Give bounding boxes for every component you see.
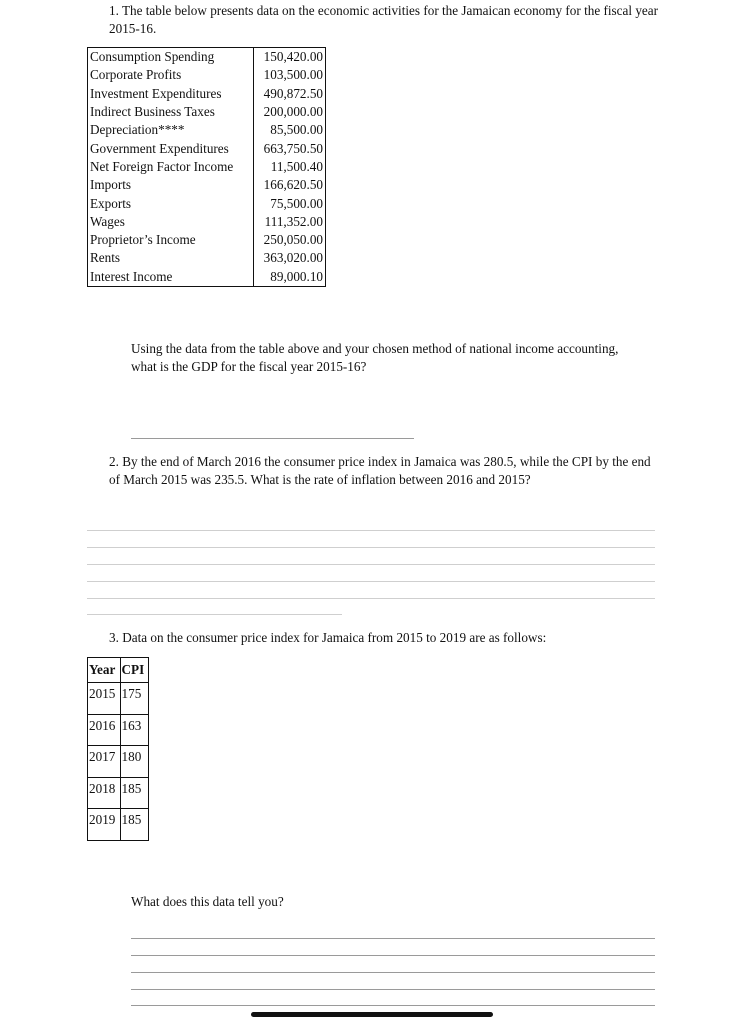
year-cell: 2018 bbox=[88, 777, 121, 809]
table-row bbox=[88, 103, 326, 121]
year-cell: 2016 bbox=[88, 714, 121, 746]
q3-text: Data on the consumer price index for Jamaica from 2015 to 2019 are as follows: bbox=[122, 630, 547, 645]
row-label: Wages bbox=[88, 213, 254, 231]
cpi-cell: 163 bbox=[120, 714, 148, 746]
table-row bbox=[88, 249, 326, 267]
column-header-cpi: CPI bbox=[120, 658, 148, 683]
q2-answer-line[interactable] bbox=[87, 598, 655, 599]
table-row bbox=[88, 176, 326, 194]
q3-answer-line[interactable] bbox=[131, 1005, 655, 1006]
row-label: Net Foreign Factor Income bbox=[88, 158, 254, 176]
q3-answer-line[interactable] bbox=[131, 989, 655, 990]
row-value: 250,050.00 bbox=[263, 232, 323, 248]
cpi-table bbox=[87, 657, 149, 841]
row-value: 11,500.40 bbox=[270, 158, 323, 174]
row-label: Rents bbox=[88, 249, 254, 267]
row-value: 490,872.50 bbox=[263, 85, 323, 101]
table-row bbox=[88, 66, 326, 84]
table-row bbox=[88, 809, 149, 841]
year-cell: 2017 bbox=[88, 746, 121, 778]
q3-number: 3. bbox=[109, 630, 119, 645]
q3-answer-line[interactable] bbox=[131, 972, 655, 973]
cpi-cell: 185 bbox=[120, 809, 148, 841]
table-row bbox=[88, 714, 149, 746]
table-row bbox=[88, 158, 326, 176]
table-row bbox=[88, 194, 326, 212]
table-row bbox=[88, 121, 326, 139]
row-label: Investment Expenditures bbox=[88, 85, 254, 103]
cpi-cell: 180 bbox=[120, 746, 148, 778]
q3-answer-line[interactable] bbox=[131, 955, 655, 956]
table-row bbox=[88, 48, 326, 67]
table-row bbox=[88, 777, 149, 809]
economic-activities-table bbox=[87, 47, 326, 287]
q2-answer-line[interactable] bbox=[87, 547, 655, 548]
table-row bbox=[88, 213, 326, 231]
row-value: 663,750.50 bbox=[263, 140, 323, 156]
row-value: 85,500.00 bbox=[270, 122, 323, 138]
q1-question: Using the data from the table above and your chosen method of national income accounting, what is the GDP for the fiscal year 2015-16? bbox=[131, 341, 619, 374]
q2-answer-line[interactable] bbox=[87, 564, 655, 565]
table-row bbox=[88, 231, 326, 249]
row-value: 111,352.00 bbox=[264, 213, 323, 229]
q1-number: 1. bbox=[109, 3, 119, 18]
table-row bbox=[88, 746, 149, 778]
row-label: Exports bbox=[88, 194, 254, 212]
q3-answer-line[interactable] bbox=[131, 938, 655, 939]
home-indicator-bar[interactable] bbox=[251, 1012, 493, 1017]
row-label: Proprietor’s Income bbox=[88, 231, 254, 249]
table-row bbox=[88, 268, 326, 287]
q1-text: The table below presents data on the economic activities for the Jamaican economy for the fiscal year 2015-16. bbox=[109, 3, 659, 36]
q2-number: 2. bbox=[109, 454, 119, 469]
year-cell: 2015 bbox=[88, 683, 121, 715]
row-label: Government Expenditures bbox=[88, 139, 254, 157]
row-value: 363,020.00 bbox=[263, 250, 323, 266]
table-header-row bbox=[88, 658, 149, 683]
row-label: Imports bbox=[88, 176, 254, 194]
table-row bbox=[88, 85, 326, 103]
row-label: Indirect Business Taxes bbox=[88, 103, 254, 121]
table-row bbox=[88, 683, 149, 715]
row-label: Depreciation**** bbox=[88, 121, 254, 139]
q1-heading bbox=[109, 2, 669, 38]
q3-heading bbox=[109, 629, 669, 647]
row-label: Corporate Profits bbox=[88, 66, 254, 84]
row-label: Interest Income bbox=[88, 268, 254, 287]
row-value: 103,500.00 bbox=[263, 67, 323, 83]
cpi-cell: 175 bbox=[120, 683, 148, 715]
row-value: 89,000.10 bbox=[270, 268, 323, 284]
cpi-cell: 185 bbox=[120, 777, 148, 809]
q2-answer-line[interactable] bbox=[87, 614, 342, 615]
q2-heading bbox=[109, 453, 654, 489]
q1-answer-line[interactable] bbox=[131, 438, 414, 439]
q3-question: What does this data tell you? bbox=[131, 894, 284, 909]
q2-text: By the end of March 2016 the consumer price index in Jamaica was 280.5, while the CPI by the end of March 2015 was 235.5. What is the rate of inflation between 2016 and 2015? bbox=[109, 454, 651, 487]
year-cell: 2019 bbox=[88, 809, 121, 841]
row-label: Consumption Spending bbox=[88, 48, 254, 67]
q2-answer-line[interactable] bbox=[87, 530, 655, 531]
column-header-year: Year bbox=[88, 658, 121, 683]
table-row bbox=[88, 139, 326, 157]
q2-answer-line[interactable] bbox=[87, 581, 655, 582]
row-value: 200,000.00 bbox=[263, 104, 323, 120]
row-value: 150,420.00 bbox=[263, 49, 323, 65]
row-value: 166,620.50 bbox=[263, 177, 323, 193]
row-value: 75,500.00 bbox=[270, 195, 323, 211]
